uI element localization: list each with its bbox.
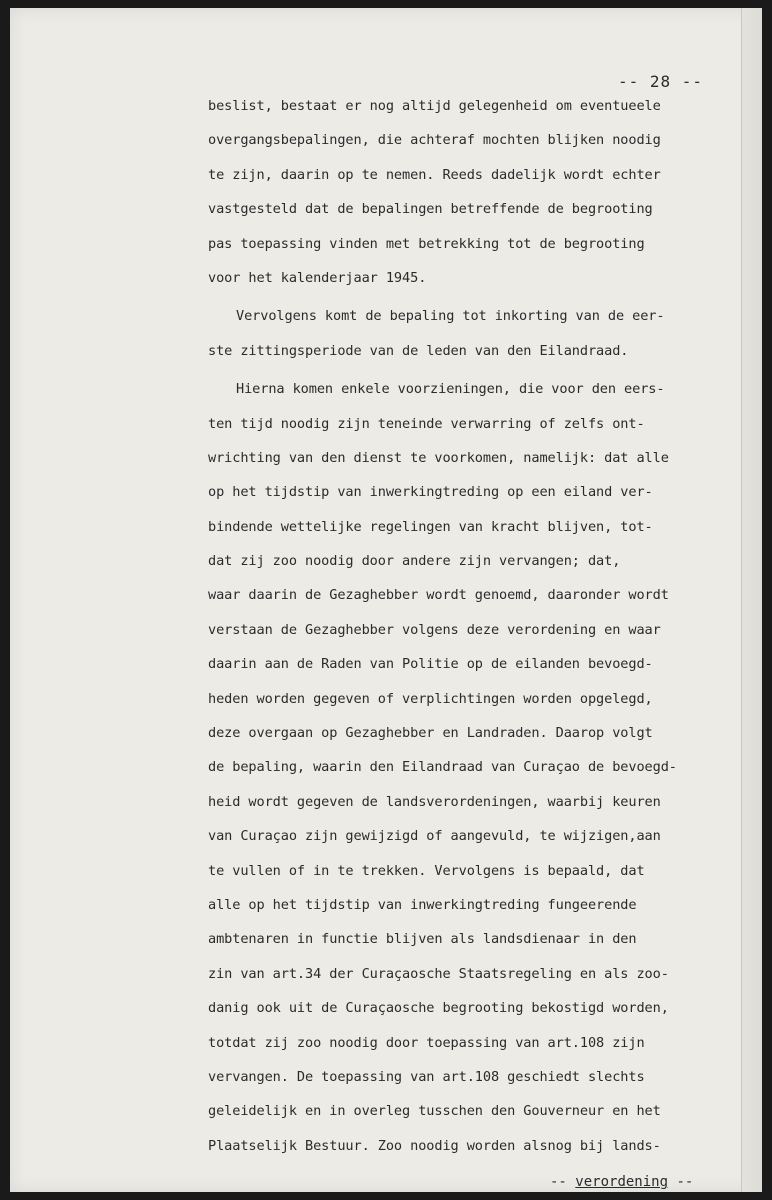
text-line: vastgesteld dat de bepalingen betreffende de begrooting [208,201,653,218]
text-line: danig ook uit de Curaçaosche begrooting bekostigd worden, [208,1000,669,1017]
text-line: alle op het tijdstip van inwerkingtreding fungeerende [208,896,637,913]
text-line: voor het kalenderjaar 1945. [208,269,427,286]
page-number: -- 28 -- [618,72,704,91]
paragraph-first-line: Hierna komen enkele voorzieningen, die voor den eers- [236,381,665,398]
text-line: bindende wettelijke regelingen van kracht blijven, tot- [208,518,653,535]
text-line: ambtenaren in functie blijven als landsdienaar in den [208,931,637,948]
text-line: van Curaçao zijn gewijzigd of aangevuld, te wijzigen,aan [208,828,661,845]
text-line: waar daarin de Gezaghebber wordt genoemd, daaronder wordt [208,587,669,604]
catchword [550,1174,693,1190]
text-line: wrichting van den dienst te voorkomen, namelijk: dat alle [208,449,669,466]
text-line: de bepaling, waarin den Eilandraad van Curaçao de bevoegd- [208,759,677,776]
text-line: ste zittingsperiode van de leden van den Eilandraad. [208,342,629,359]
text-line: overgangsbepalingen, die achteraf mochten blijken noodig [208,132,661,149]
catchword-suffix: -- [676,1174,694,1190]
text-line: daarin aan de Raden van Politie op de eilanden bevoegd- [208,656,653,673]
text-line: ten tijd noodig zijn teneinde verwarring of zelfs ont- [208,415,645,432]
text-line: te zijn, daarin op te nemen. Reeds dadelijk wordt echter [208,166,661,183]
catchword-word: verordening [575,1174,669,1190]
text-line: geleidelijk en in overleg tusschen den Gouverneur en het [208,1103,661,1120]
page-binding-edge [741,8,762,1192]
text-line: pas toepassing vinden met betrekking tot de begrooting [208,235,645,252]
text-line: zin van art.34 der Curaçaosche Staatsregeling en als zoo- [208,965,669,982]
text-line: op het tijdstip van inwerkingtreding op een eiland ver- [208,484,653,501]
paragraph-first-line: Vervolgens komt de bepaling tot inkorting van de eer- [236,308,665,325]
text-line: dat zij zoo noodig door andere zijn vervangen; dat, [208,553,621,570]
text-line: deze overgaan op Gezaghebber en Landraden. Daarop volgt [208,725,653,742]
text-line: te vullen of in te trekken. Vervolgens is bepaald, dat [208,862,645,879]
document-page [10,8,762,1192]
text-line: Plaatselijk Bestuur. Zoo noodig worden alsnog bij lands- [208,1137,661,1154]
text-line: verstaan de Gezaghebber volgens deze verordening en waar [208,621,661,638]
text-line: beslist, bestaat er nog altijd gelegenheid om eventueele [208,98,661,114]
catchword-prefix: -- [550,1174,567,1190]
body-text [208,89,718,1163]
text-line: vervangen. De toepassing van art.108 geschiedt slechts [208,1068,645,1085]
text-line: heden worden gegeven of verplichtingen worden opgelegd, [208,690,653,707]
text-line: heid wordt gegeven de landsverordeningen, waarbij keuren [208,793,661,810]
text-line: totdat zij zoo noodig door toepassing van art.108 zijn [208,1034,645,1051]
